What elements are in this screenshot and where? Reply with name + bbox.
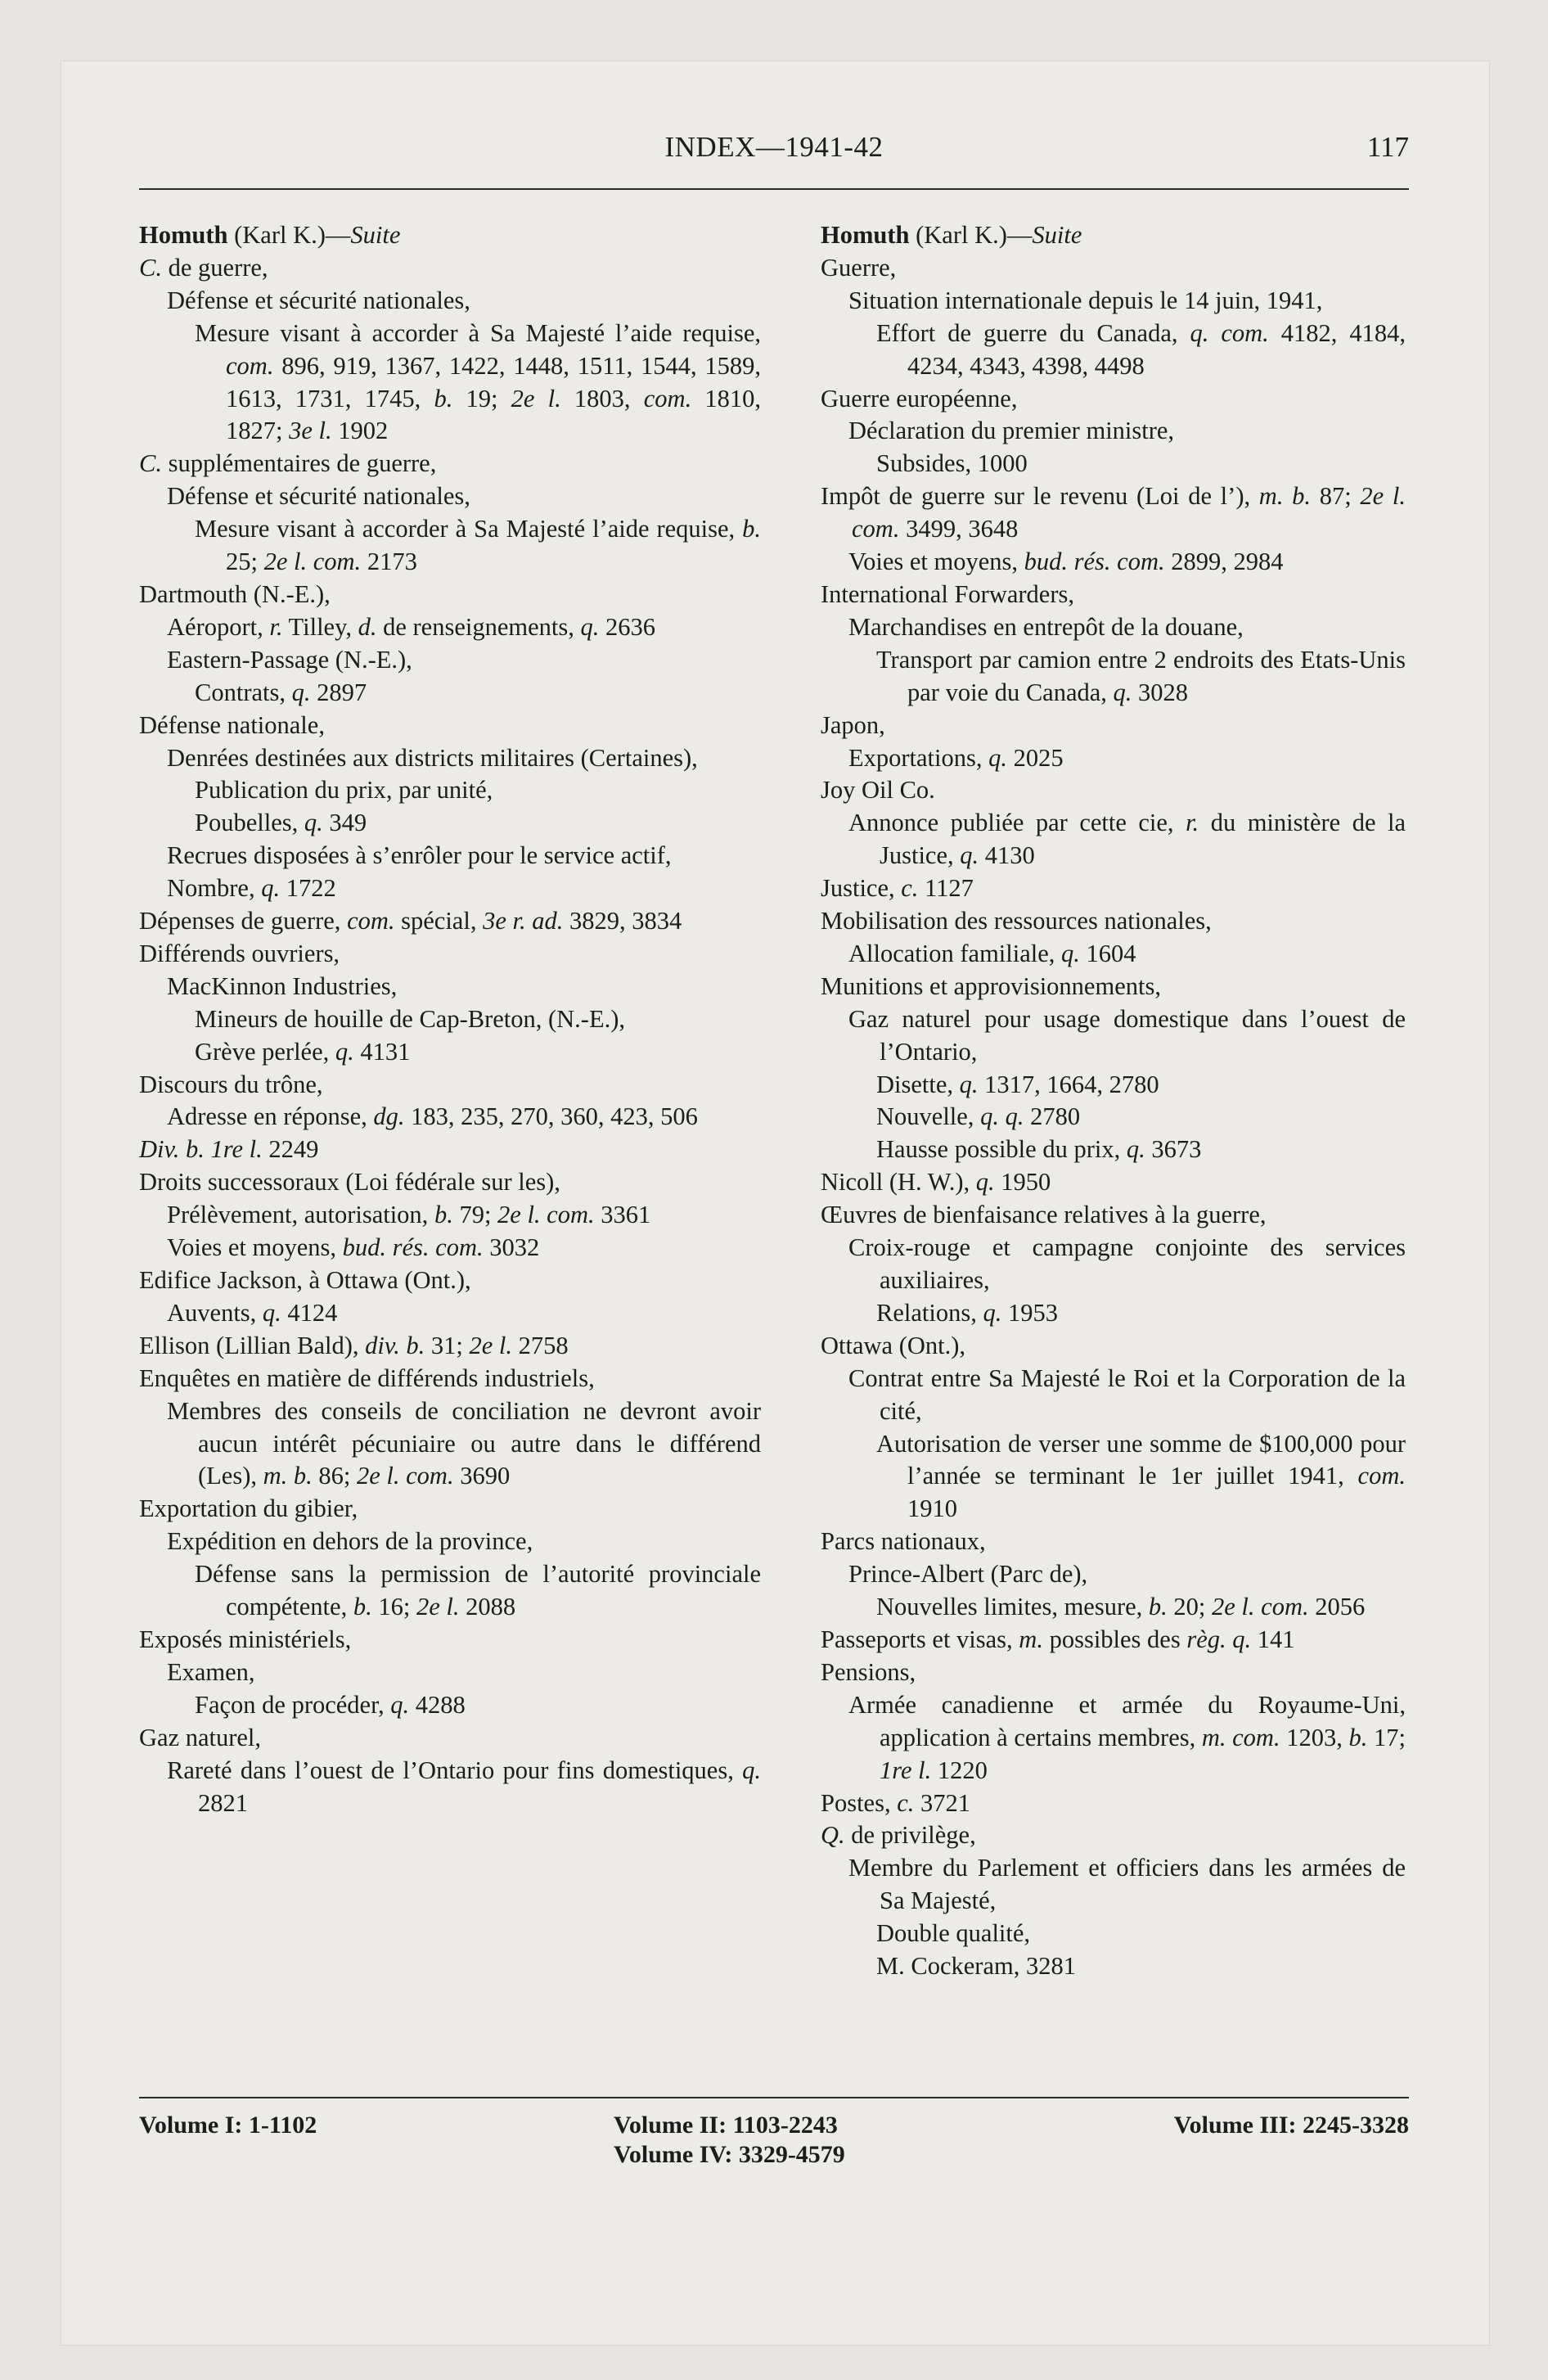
index-entry: Prince-Albert (Parc de), xyxy=(848,1560,1088,1589)
index-entry: Publication du prix, par unité, xyxy=(195,776,493,805)
index-entry: Défense et sécurité nationales, xyxy=(167,482,470,511)
running-title: INDEX—1941-42 xyxy=(664,131,884,163)
volume-2-range: Volume II: 1103-2243 xyxy=(614,2112,838,2139)
index-entry: Croix-rouge et campagne conjointe des services auxiliaires, xyxy=(848,1233,1406,1294)
index-entry: Armée canadienne et armée du Royaume-Uni, application à certains membres, m. com. 1203, b. 17; 1re l. 1220 xyxy=(848,1690,1406,1784)
index-entry: Double qualité, xyxy=(876,1919,1031,1948)
index-entry: Effort de guerre du Canada, q. com. 4182, 4184, 4234, 4343, 4398, 4498 xyxy=(876,318,1406,380)
index-entry: Mobilisation des ressources nationales, xyxy=(821,907,1212,935)
index-entry: Japon, xyxy=(821,710,885,739)
index-entry: Passeports et visas, m. possibles des règ. q. 141 xyxy=(821,1625,1295,1653)
volume-1-range: Volume I: 1-1102 xyxy=(139,2112,317,2139)
index-entry: Mineurs de houille de Cap-Breton, (N.-E.), xyxy=(195,1004,625,1033)
index-entry: Contrat entre Sa Majesté le Roi et la Corporation de la cité, xyxy=(848,1364,1406,1425)
index-entry: Edifice Jackson, à Ottawa (Ont.), xyxy=(139,1266,471,1294)
index-entry: Transport par camion entre 2 endroits des Etats-Unis par voie du Canada, q. 3028 xyxy=(876,645,1406,706)
index-entry: Poubelles, q. 349 xyxy=(195,809,367,837)
index-entry: Nouvelle, q. q. 2780 xyxy=(876,1102,1081,1131)
index-entry: Défense nationale, xyxy=(139,710,325,739)
index-entry: Façon de procéder, q. 4288 xyxy=(195,1690,466,1719)
index-entry: Expédition en dehors de la province, xyxy=(167,1527,533,1556)
index-entry: Postes, c. 3721 xyxy=(821,1788,971,1817)
index-entry: Œuvres de bienfaisance relatives à la guerre, xyxy=(821,1201,1267,1229)
index-entry: C. de guerre, xyxy=(139,253,268,282)
index-entry: Mesure visant à accorder à Sa Majesté l’aide requise, com. 896, 919, 1367, 1422, 1448, 1511, 1544, 1589, 1613, 1731, 1745, b. 19; 2e l. 1803, com. 1810, 1827; 3e l. 1902 xyxy=(195,318,762,445)
index-entry: Gaz naturel pour usage domestique dans l’ouest de l’Ontario, xyxy=(848,1004,1406,1066)
footer-rule xyxy=(139,2097,1409,2098)
entry-heading: Homuth xyxy=(821,221,910,249)
page-header xyxy=(139,131,1409,180)
index-entry: Div. b. 1re l. 2249 xyxy=(139,1135,319,1164)
index-entry: Nicoll (H. W.), q. 1950 xyxy=(821,1168,1051,1197)
index-entry: Exportation du gibier, xyxy=(139,1494,358,1523)
index-entry: Guerre européenne, xyxy=(821,384,1018,412)
index-entry: Disette, q. 1317, 1664, 2780 xyxy=(876,1070,1159,1098)
index-entry: Différends ouvriers, xyxy=(139,939,340,967)
index-entry: Impôt de guerre sur le revenu (Loi de l’), m. b. 87; 2e l. com. 3499, 3648 xyxy=(821,482,1406,543)
index-entry: Recrues disposées à s’enrôler pour le service actif, xyxy=(167,841,672,870)
index-entry: M. Cockeram, 3281 xyxy=(876,1952,1076,1981)
index-entry: Denrées destinées aux districts militaires (Certaines), xyxy=(167,743,698,772)
index-entry: Discours du trône, xyxy=(139,1070,323,1098)
index-entry: Ellison (Lillian Bald), div. b. 31; 2e l. 2758 xyxy=(139,1331,569,1359)
index-entry: Enquêtes en matière de différends industriels, xyxy=(139,1364,595,1392)
index-entry: Ottawa (Ont.), xyxy=(821,1331,966,1359)
index-entry: Eastern-Passage (N.-E.), xyxy=(167,645,412,674)
index-entry: C. supplémentaires de guerre, xyxy=(139,449,437,478)
volume-4-range: Volume IV: 3329-4579 xyxy=(614,2141,845,2168)
index-entry: Défense sans la permission de l’autorité provinciale compétente, b. 16; 2e l. 2088 xyxy=(195,1560,761,1621)
index-entry: Subsides, 1000 xyxy=(876,449,1028,478)
index-entry: Dépenses de guerre, com. spécial, 3e r. ad. 3829, 3834 xyxy=(139,907,682,935)
index-entry: Dartmouth (N.-E.), xyxy=(139,579,331,608)
right-column xyxy=(821,219,1406,1983)
page-number: 117 xyxy=(1366,131,1409,163)
left-column xyxy=(139,219,761,1819)
index-entry: Allocation familiale, q. 1604 xyxy=(848,939,1136,967)
index-entry: Adresse en réponse, dg. 183, 235, 270, 360, 423, 506 xyxy=(167,1102,698,1131)
index-entry: Annonce publiée par cette cie, r. du ministère de la Justice, q. 4130 xyxy=(848,809,1406,870)
header-rule xyxy=(139,188,1409,190)
index-entry: Homuth (Karl K.)—Suite xyxy=(139,221,401,249)
index-entry: Pensions, xyxy=(821,1657,916,1686)
index-entry: Examen, xyxy=(167,1657,255,1686)
index-entry: Marchandises en entrepôt de la douane, xyxy=(848,612,1244,641)
index-entry: Prélèvement, autorisation, b. 79; 2e l. com. 3361 xyxy=(167,1201,651,1229)
index-entry: Gaz naturel, xyxy=(139,1723,262,1751)
index-entry: International Forwarders, xyxy=(821,579,1074,608)
index-entry: Auvents, q. 4124 xyxy=(167,1298,338,1327)
index-entry: MacKinnon Industries, xyxy=(167,971,398,1000)
index-entry: Justice, c. 1127 xyxy=(821,874,974,903)
index-entry: Joy Oil Co. xyxy=(821,776,935,805)
index-entry: Homuth (Karl K.)—Suite xyxy=(821,221,1082,249)
index-entry: Exposés ministériels, xyxy=(139,1625,352,1653)
index-entry: Hausse possible du prix, q. 3673 xyxy=(876,1135,1202,1164)
index-entry: Nombre, q. 1722 xyxy=(167,874,336,903)
index-entry: Contrats, q. 2897 xyxy=(195,678,367,706)
index-entry: Situation internationale depuis le 14 juin, 1941, xyxy=(848,286,1323,314)
index-entry: Défense et sécurité nationales, xyxy=(167,286,470,314)
index-entry: Mesure visant à accorder à Sa Majesté l’aide requise, b. 25; 2e l. com. 2173 xyxy=(195,515,761,576)
index-entry: Munitions et approvisionnements, xyxy=(821,971,1161,1000)
index-entry: Membres des conseils de conciliation ne devront avoir aucun intérêt pécuniaire ou autre dans le différend (Les), m. b. 86; 2e l. com. 3690 xyxy=(167,1396,761,1490)
entry-heading: Homuth xyxy=(139,221,228,249)
index-entry: Nouvelles limites, mesure, b. 20; 2e l. com. 2056 xyxy=(876,1593,1366,1621)
index-entry: Déclaration du premier ministre, xyxy=(848,417,1175,445)
volume-3-range: Volume III: 2245-3328 xyxy=(1173,2112,1409,2139)
index-entry: Rareté dans l’ouest de l’Ontario pour fins domestiques, q. 2821 xyxy=(167,1756,761,1817)
index-entry: Voies et moyens, bud. rés. com. 3032 xyxy=(167,1233,540,1262)
index-entry: Membre du Parlement et officiers dans les armées de Sa Majesté, xyxy=(848,1854,1406,1915)
index-entry: Aéroport, r. Tilley, d. de renseignements, q. 2636 xyxy=(167,612,655,641)
index-entry: Parcs nationaux, xyxy=(821,1527,986,1556)
index-entry: Voies et moyens, bud. rés. com. 2899, 2984 xyxy=(848,548,1284,576)
index-entry: Relations, q. 1953 xyxy=(876,1298,1058,1327)
index-entry: Guerre, xyxy=(821,253,897,282)
index-entry: Exportations, q. 2025 xyxy=(848,743,1064,772)
index-entry: Q. de privilège, xyxy=(821,1821,976,1850)
index-entry: Droits successoraux (Loi fédérale sur les), xyxy=(139,1168,560,1197)
index-entry: Grève perlée, q. 4131 xyxy=(195,1037,411,1066)
index-entry: Autorisation de verser une somme de $100,000 pour l’année se terminant le 1er juillet 1941, com. 1910 xyxy=(876,1429,1406,1523)
